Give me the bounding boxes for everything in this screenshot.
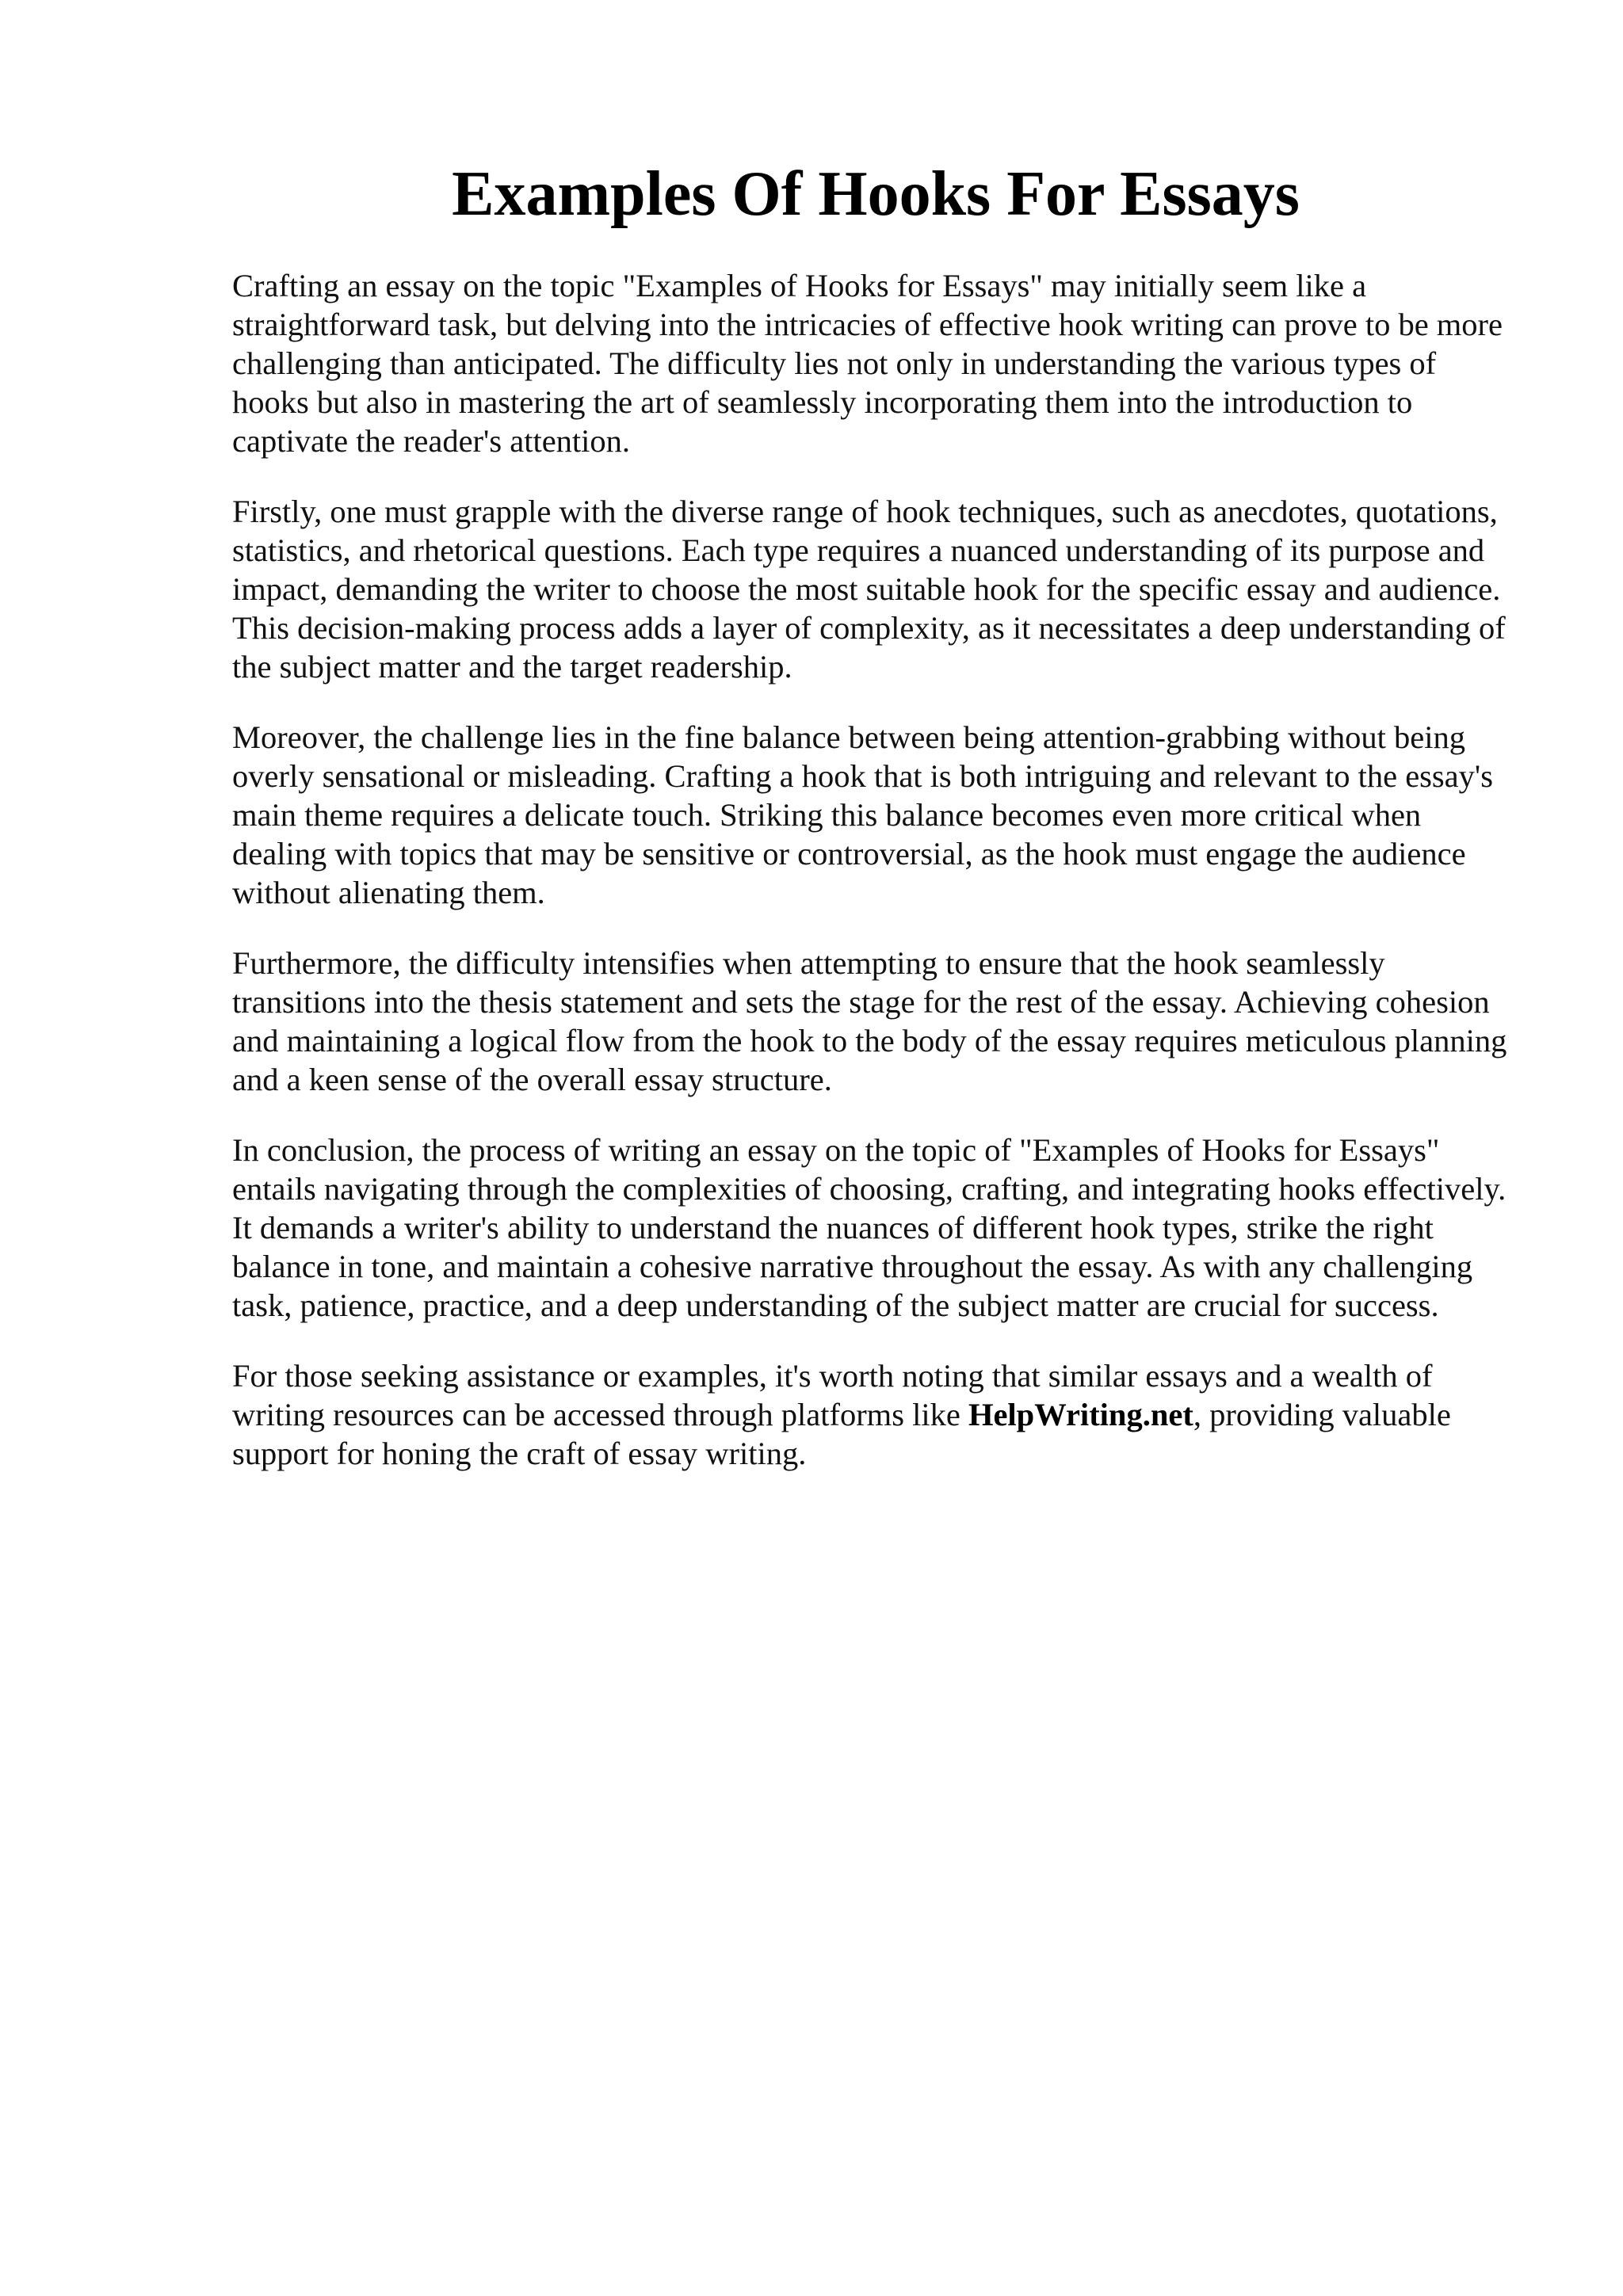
paragraph-conclusion: In conclusion, the process of writing an essay on the topic of "Examples of Hooks for Essays" entails navigating through the complexities of choosing, crafting, and integrating hooks effectively. It demands a writer's ability to understand the nuances of different hook types, strike the right balance in tone, and maintain a cohesive narrative throughout the essay. As with any challenging task, patience, practice, and a deep understanding of the subject matter are crucial for success. bbox=[232, 1132, 1507, 1323]
paragraph-intro: Crafting an essay on the topic "Examples of Hooks for Essays" may initially seem like a straightforward task, but delving into the intricacies of effective hook writing can prove to be more challenging than anticipated. The difficulty lies not only in understanding the various types of hooks but also in mastering the art of seamlessly incorporating them into the introduction to captivate the reader's attention. bbox=[232, 268, 1503, 459]
paragraph-balance: Moreover, the challenge lies in the fine balance between being attention-grabbing without being overly sensational or misleading. Crafting a hook that is both intriguing and relevant to the essay's main theme requires a delicate touch. Striking this balance becomes even more critical when dealing with topics that may be sensitive or controversial, as the hook must engage the audience without alienating them. bbox=[232, 719, 1493, 910]
paragraph-transitions: Furthermore, the difficulty intensifies when attempting to ensure that the hook seamlessly transitions into the thesis statement and sets the stage for the rest of the essay. Achieving cohesion and maintaining a logical flow from the hook to the body of the essay requires meticulous planning and a keen sense of the overall essay structure. bbox=[232, 945, 1507, 1097]
paragraph-closing bbox=[232, 1356, 1516, 1473]
helpwriting-link[interactable]: HelpWriting.net bbox=[968, 1397, 1193, 1432]
closing-text-after: , providing valuable support for honing the craft of essay writing. bbox=[232, 1397, 1451, 1471]
closing-text-before: For those seeking assistance or examples, it's worth noting that similar essays and a wealth of writing resources can be accessed through platforms like bbox=[232, 1358, 1433, 1432]
essay-body bbox=[232, 266, 1516, 1473]
paragraph-techniques: Firstly, one must grapple with the diverse range of hook techniques, such as anecdotes, quotations, statistics, and rhetorical questions. Each type requires a nuanced understanding of its purpose and impact, demanding the writer to choose the most suitable hook for the specific essay and audience. This decision-making process adds a layer of complexity, as it necessitates a deep understanding of the subject matter and the target readership. bbox=[232, 494, 1506, 685]
page-title: Examples Of Hooks For Essays bbox=[452, 159, 1300, 229]
